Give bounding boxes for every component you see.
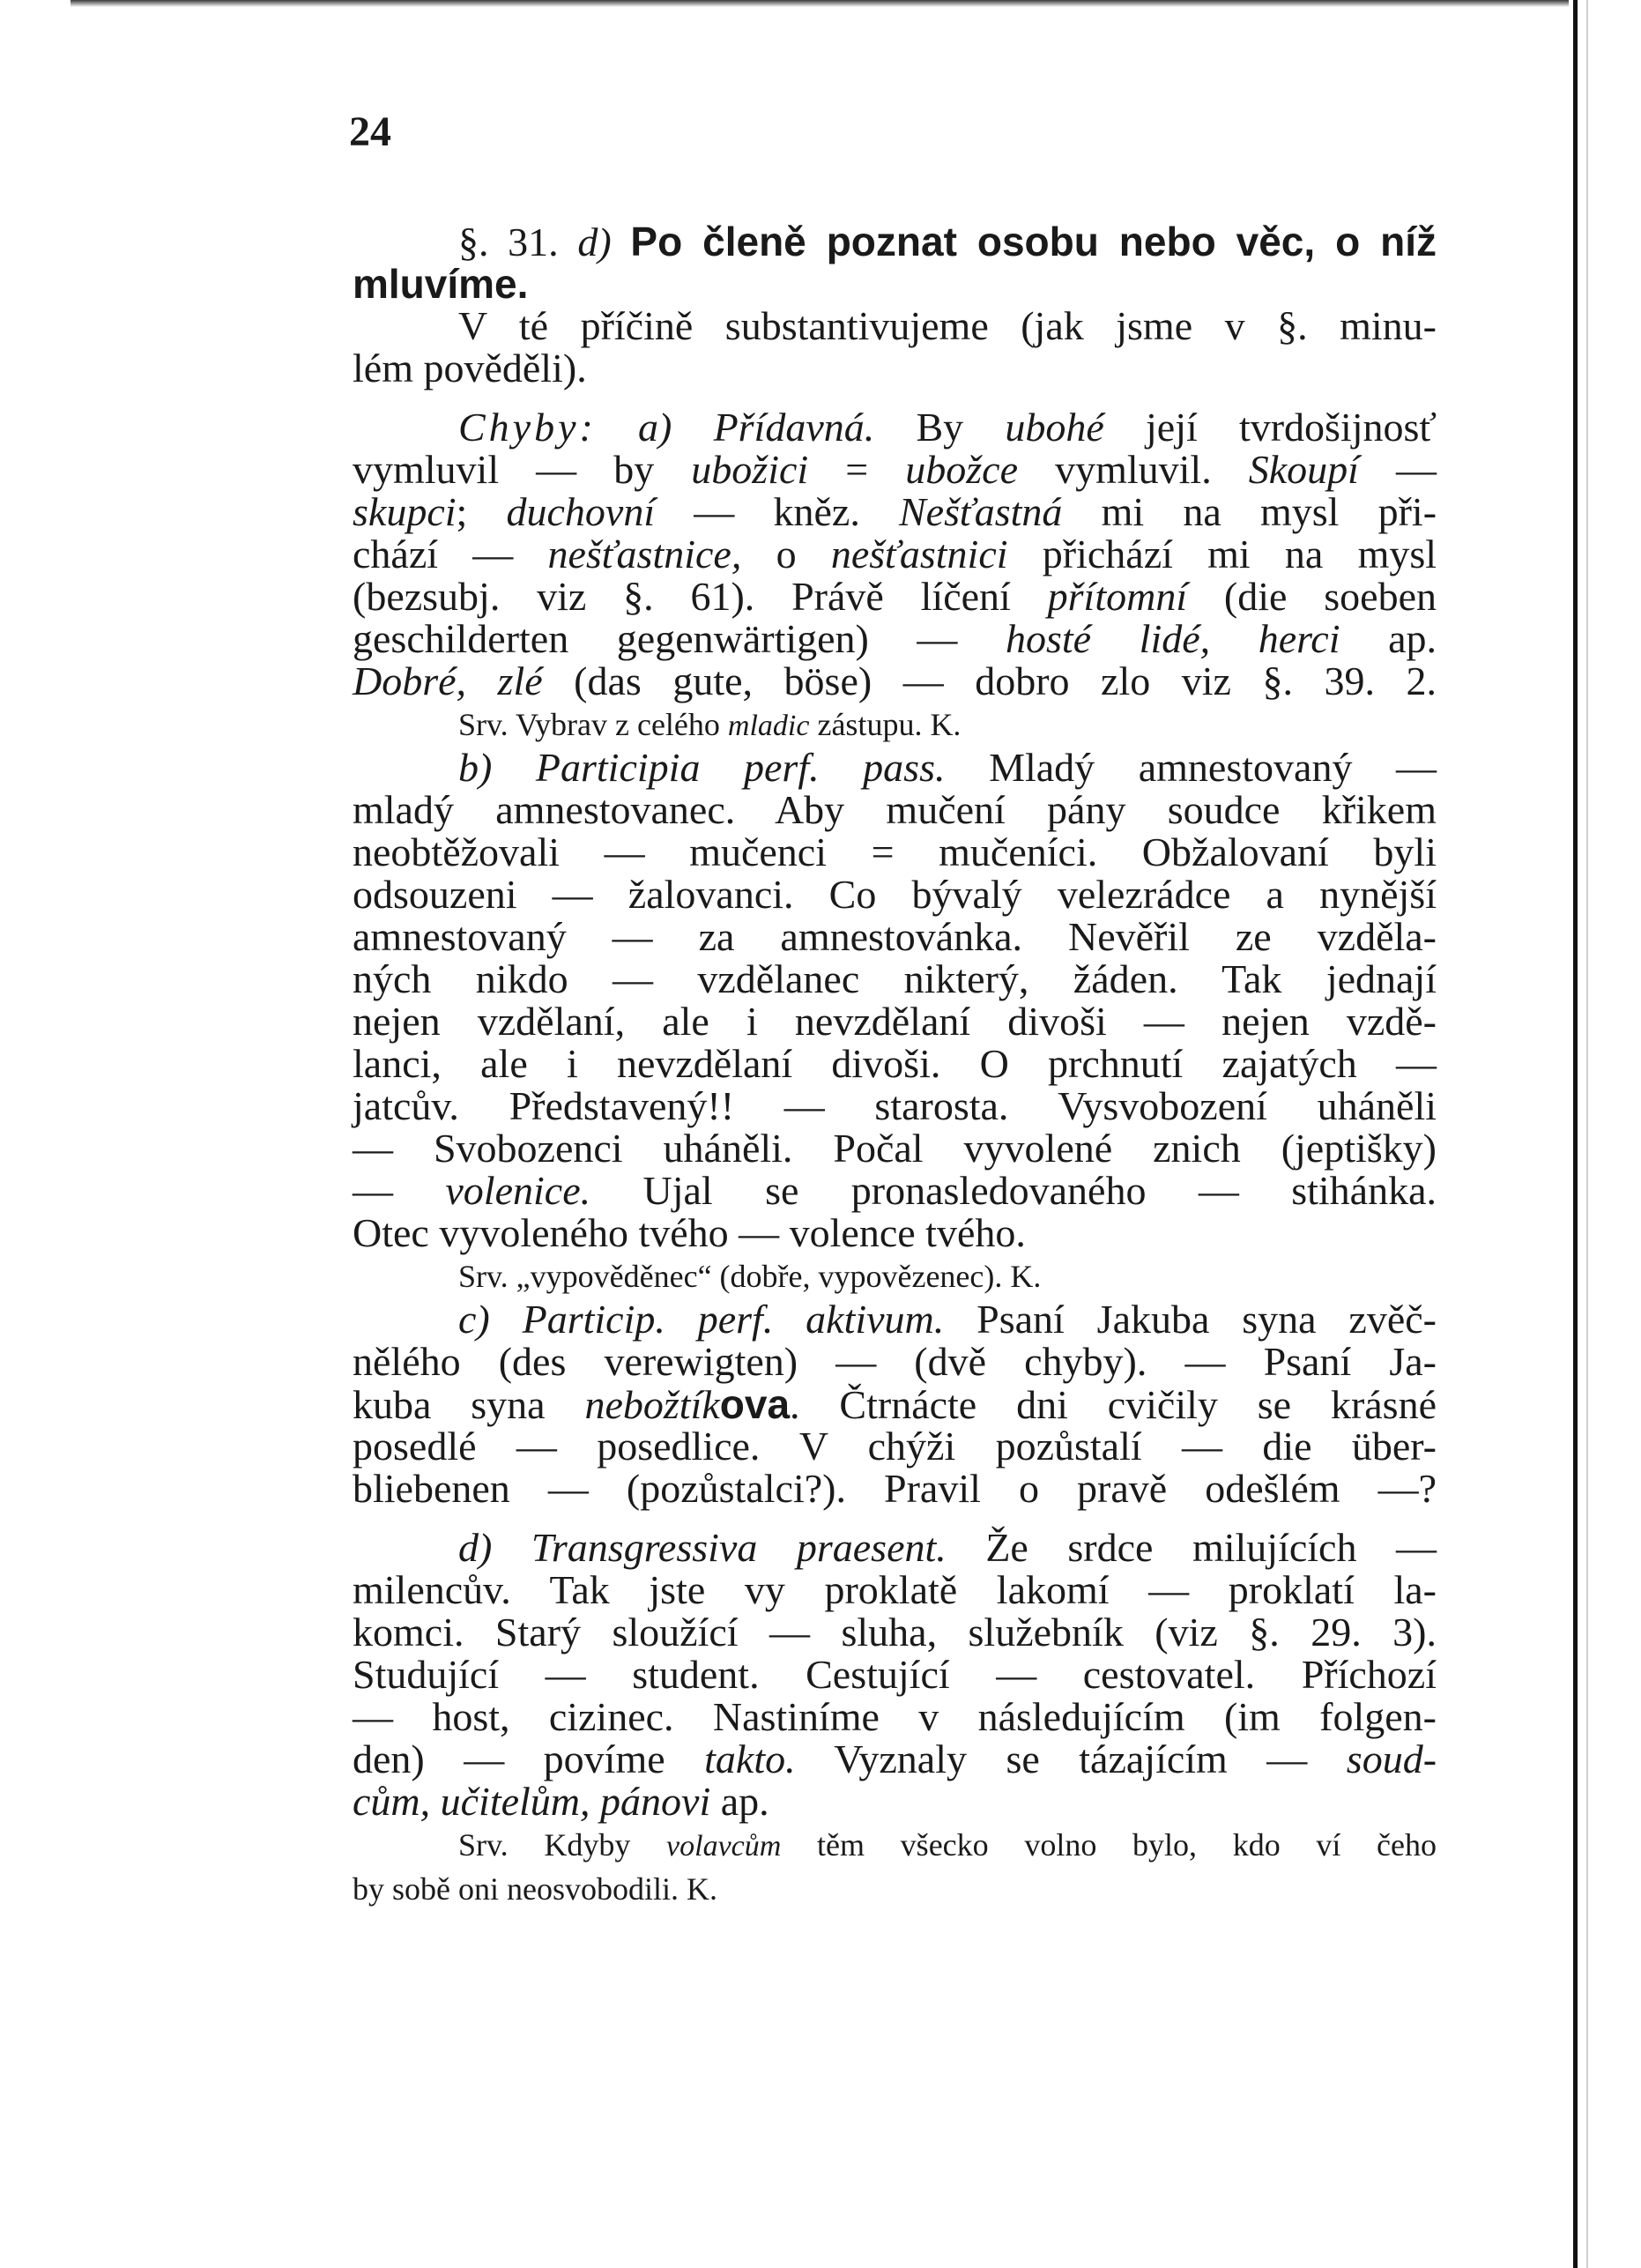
intro-line-1: V té příčině substantivujeme (jak jsme v §. minu- — [458, 303, 1437, 348]
italic-run: ubožici — [691, 447, 809, 492]
text-run: její tvrdošijnosť — [1146, 405, 1437, 450]
italic-run: soud- — [1346, 1736, 1437, 1781]
bold-run: ova — [719, 1381, 791, 1427]
part-b-line-11 — [353, 1170, 1437, 1212]
text-run: Srv. Kdyby — [458, 1827, 631, 1863]
chyby-line-3 — [353, 491, 1437, 533]
part-c-title: Particip. perf. aktivum. — [522, 1297, 945, 1342]
text-run: = — [845, 447, 869, 492]
italic-run: takto. — [704, 1736, 796, 1781]
part-c-line-1 — [353, 1298, 1437, 1341]
text-run: . Čtrnácte dni cvičily se krásné — [790, 1382, 1437, 1427]
page-top-shadow — [71, 0, 1569, 7]
chyby-sub-a: a) — [638, 405, 672, 450]
part-d-note-line-2: by sobě oni neosvobodili. K. — [353, 1871, 717, 1907]
chyby-sub-a-title: Přídavná. — [713, 405, 875, 450]
part-b-note: Srv. „vypověděnec“ (dobře, vypovězenec). K. — [458, 1259, 1042, 1294]
part-d-title: Transgressiva praesent. — [531, 1525, 947, 1570]
text-run: (das gute, böse) — dobro zlo viz §. 39. 2. — [574, 658, 1437, 703]
part-c-line-5: bliebenen — (pozůstalci?). Pravil o pravě odešlém —? — [353, 1466, 1437, 1511]
section-heading-text: Po členě poznat osobu nebo věc, o níž — [630, 219, 1437, 264]
section-number: §. 31. — [458, 219, 559, 264]
italic-run: ubohé — [1005, 405, 1104, 450]
part-b-line-2: mladý amnestovanec. Aby mučení pány soudce křikem — [353, 787, 1437, 832]
chyby-label: Chyby: — [458, 405, 597, 450]
italic-run: cům, učitelům, pánovi — [353, 1779, 711, 1824]
italic-run: mladic — [727, 710, 810, 742]
italic-run: hosté lidé, herci — [1006, 616, 1340, 661]
section-heading-line-1 — [353, 220, 1437, 263]
chyby-line-2 — [353, 449, 1437, 491]
part-b-line-10: — Svobozenci uháněli. Počal vyvolené znich (jeptišky) — [353, 1126, 1437, 1171]
italic-run: volavcům — [666, 1830, 782, 1863]
text-run: ; — [456, 489, 468, 534]
italic-run: duchovní — [506, 489, 656, 534]
part-b-line-4: odsouzeni — žalovanci. Co bývalý velezrádce a nynější — [353, 872, 1437, 917]
text-run: Ujal se pronasledovaného — stihánka. — [642, 1168, 1437, 1213]
text-run: Že srdce milujících — — [985, 1525, 1437, 1570]
italic-run: přítomní — [1047, 574, 1188, 619]
page-number: 24 — [349, 108, 391, 155]
text-run: zástupu. K. — [817, 707, 962, 742]
text-run: kuba syna — [353, 1382, 546, 1427]
text-run: Mladý amnestovaný — — [989, 745, 1437, 790]
body-text — [353, 220, 1437, 1911]
page-right-edge — [1573, 0, 1641, 2268]
part-c-label: c) — [458, 1297, 490, 1342]
text-run: geschilderten gegenwärtigen) — — [353, 616, 958, 661]
part-d-line-5: — host, cizinec. Nastiníme v následujícím (im folgen- — [353, 1694, 1437, 1739]
text-run: vymluvil. — [1055, 447, 1212, 492]
part-d-label: d) — [458, 1525, 493, 1570]
italic-run: nebožtík — [584, 1382, 720, 1427]
text-run: — kněz. — [694, 489, 860, 534]
italic-run: nešťastnice, — [547, 532, 742, 576]
part-b-line-12: Otec vyvoleného tvého — volence tvého. — [353, 1210, 1026, 1255]
chyby-line-7 — [353, 660, 1437, 703]
text-run: — — [1396, 447, 1437, 492]
part-b-line-9: jatcův. Představený!! — starosta. Vysvobození uháněli — [353, 1083, 1437, 1128]
text-run: Vyznaly se tázajícím — — [834, 1736, 1308, 1781]
italic-run: Nešťastná — [899, 489, 1063, 534]
text-run: (bezsubj. viz §. 61). Právě líčení — [353, 574, 1011, 619]
italic-run: skupci — [353, 489, 457, 534]
part-b-line-3: neobtěžovali — mučenci = mučeníci. Obžalovaní byli — [353, 829, 1437, 874]
text-run: ap. — [720, 1779, 769, 1824]
text-run: vymluvil — by — [353, 447, 655, 492]
part-b-label: b) — [458, 745, 493, 790]
part-c-line-3 — [353, 1383, 1437, 1425]
italic-run: Skoupí — [1248, 447, 1359, 492]
page-right-edge-line — [1586, 0, 1588, 2268]
italic-run: ubožce — [905, 447, 1019, 492]
italic-run: volenice. — [445, 1168, 591, 1213]
part-b-line-5: amnestovaný — za amnestovánka. Nevěřil ze vzděla- — [353, 914, 1437, 959]
part-d-line-3: komci. Starý sloužící — sluha, služebník (viz §. 29. 3). — [353, 1610, 1437, 1655]
text-run: — — [353, 1168, 393, 1213]
part-d-line-7 — [353, 1781, 1437, 1823]
part-b-line-6: ných nikdo — vzdělanec nikterý, žáden. Tak jednají — [353, 956, 1437, 1001]
chyby-line-5 — [353, 576, 1437, 618]
italic-run: nešťastnici — [830, 532, 1008, 576]
part-d-note-line-1 — [353, 1823, 1437, 1867]
text-run: (die soeben — [1223, 574, 1437, 619]
text-run: ap. — [1388, 616, 1437, 661]
text-run: mi na mysl při- — [1101, 489, 1437, 534]
chyby-line-1 — [353, 406, 1437, 449]
text-run: Psaní Jakuba syna zvěč- — [976, 1297, 1437, 1342]
part-b-line-8: lanci, ale i nevzdělaní divoši. O prchnutí zajatých — — [353, 1041, 1437, 1086]
part-c-line-2: nělého (des verewigten) — (dvě chyby). — Psaní Ja- — [353, 1339, 1437, 1384]
part-d-line-1 — [353, 1527, 1437, 1569]
chyby-line-4 — [353, 533, 1437, 576]
part-d-line-2: milencův. Tak jste vy proklatě lakomí — proklatí la- — [353, 1567, 1437, 1612]
part-c-line-4: posedlé — posedlice. V chýži pozůstalí — die über- — [353, 1424, 1437, 1469]
text-run: těm všecko volno bylo, kdo ví čeho — [817, 1827, 1437, 1863]
part-b-line-1 — [353, 747, 1437, 789]
section-heading-line-2: mluvíme. — [353, 261, 529, 307]
chyby-line-6 — [353, 618, 1437, 660]
text-run: By — [916, 405, 964, 450]
part-b-line-7: nejen vzdělaní, ale i nevzdělaní divoši — nejen vzdě- — [353, 999, 1437, 1044]
chyby-note — [353, 703, 1437, 747]
text-run: Srv. Vybrav z celého — [458, 707, 720, 742]
part-d-line-6 — [353, 1738, 1437, 1781]
section-letter: d) — [577, 219, 612, 264]
part-b-title: Participia perf. pass. — [535, 745, 946, 790]
part-d-line-4: Studující — student. Cestující — cestovatel. Příchozí — [353, 1652, 1437, 1697]
intro-line-2: lém pověděli). — [353, 346, 587, 390]
text-run: chází — — [353, 532, 514, 576]
text-run: den) — povíme — [353, 1736, 665, 1781]
italic-run: Dobré, zlé — [353, 658, 543, 703]
text-run: přichází mi na mysl — [1042, 532, 1437, 576]
text-run: o — [776, 532, 797, 576]
